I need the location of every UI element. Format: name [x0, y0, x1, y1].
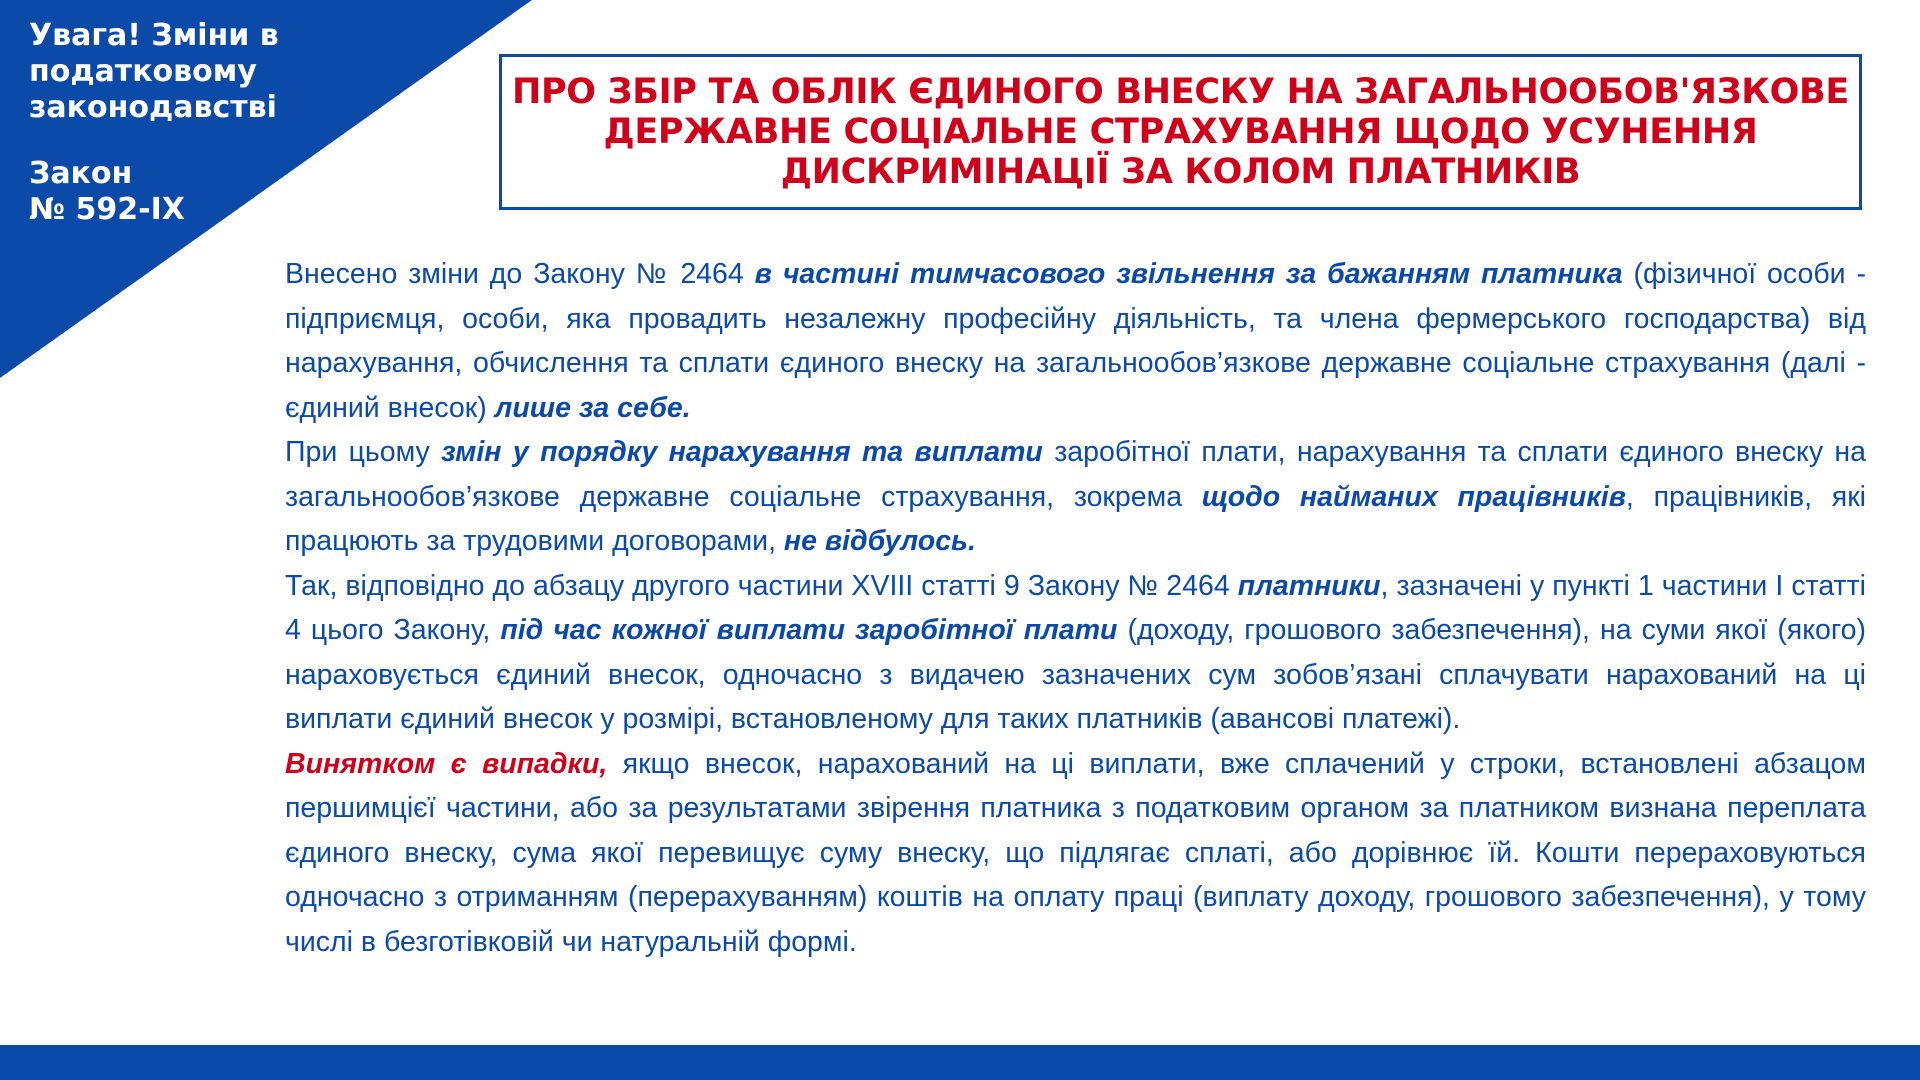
- paragraph-2-text-2: заробітної плати, нарахування та сплати єдиного внеску на загальнообов’язкове державне соціальне страхування, зокрема: [285, 436, 1867, 513]
- paragraph-4: [285, 742, 1866, 965]
- paragraph-2-emphasis-3: не відбулось.: [783, 525, 976, 557]
- paragraph-3-text-3: (доходу, грошового забезпечення), на суми якої (якого) нараховується єдиний внесок, одночасно з видачею зазначених сум зобов’язані сплачувати нарахований на ці виплати єдиний внесок у розмірі, встановленому для таких платників (авансові платежі).: [285, 614, 1866, 735]
- paragraph-1: [285, 252, 1866, 430]
- paragraph-1-emphasis-2: лише за себе.: [494, 391, 691, 424]
- title-box: [499, 54, 1862, 210]
- paragraph-4-exception-label: Винятком є випадки,: [285, 747, 608, 780]
- paragraph-2-emphasis-2: щодо найманих працівників: [1201, 480, 1626, 513]
- law-number: № 592-IX: [29, 192, 185, 227]
- footer-bar: [0, 1045, 1920, 1080]
- paragraph-3: [285, 564, 1866, 742]
- paragraph-2: [285, 430, 1866, 564]
- paragraph-2-text-3: , працівників, які працюють за трудовими договорами,: [285, 480, 1866, 557]
- corner-banner-text: [29, 18, 389, 228]
- article-body: [285, 252, 1866, 964]
- paragraph-3-emphasis-2: під час кожної виплати заробітної плати: [500, 614, 1118, 646]
- paragraph-1-text-2: (фізичної особи - підприємця, особи, яка провадить незалежну професійну діяльність, та члена фермерського господарства) від нарахування, обчислення та сплати єдиного внеску на загальнообов’язкове державне соціальне страхування (далі - єдиний внесок): [285, 258, 1866, 424]
- paragraph-3-text-2: , зазначені у пункті 1 частини I статті 4 цього Закону,: [285, 569, 1866, 646]
- paragraph-2-emphasis-1: змін у порядку нарахування та виплати: [441, 436, 1043, 468]
- tax-change-warning: Увага! Зміни в податковому законодавстві: [29, 18, 279, 125]
- paragraph-2-text-1: При цьому: [285, 436, 442, 468]
- paragraph-3-emphasis-1: платники: [1237, 569, 1381, 602]
- paragraph-3-text-1: Так, відповідно до абзацу другого частини XVIII статті 9 Закону № 2464: [285, 569, 1238, 602]
- paragraph-4-text-1: якщо внесок, нарахований на ці виплати, вже сплачений у строки, встановлені абзацом першимцієї частини, або за результатами звірення платника з податковим органом за платником визнана переплата єдиного внеску, сума якої перевищує суму внеску, що підлягає сплаті, або дорівнює їй. Кошти перераховуються одночасно з отриманням (перерахуванням) коштів на оплату праці (виплату доходу, грошового забезпечення), у тому числі в безготівковій чи натуральній формі.: [285, 747, 1866, 958]
- paragraph-1-text-1: Внесено зміни до Закону № 2464: [285, 258, 755, 290]
- paragraph-1-emphasis-1: в частині тимчасового звільнення за бажанням платника: [754, 258, 1623, 290]
- page-title: ПРО ЗБІР ТА ОБЛІК ЄДИНОГО ВНЕСКУ НА ЗАГАЛЬНООБОВ'ЯЗКОВЕ ДЕРЖАВНЕ СОЦІАЛЬНЕ СТРАХУВАННЯ ЩОДО УСУНЕННЯ ДИСКРИМІНАЦІЇ ЗА КОЛОМ ПЛАТНИКІВ: [511, 72, 1850, 192]
- law-label: Закон: [29, 156, 133, 191]
